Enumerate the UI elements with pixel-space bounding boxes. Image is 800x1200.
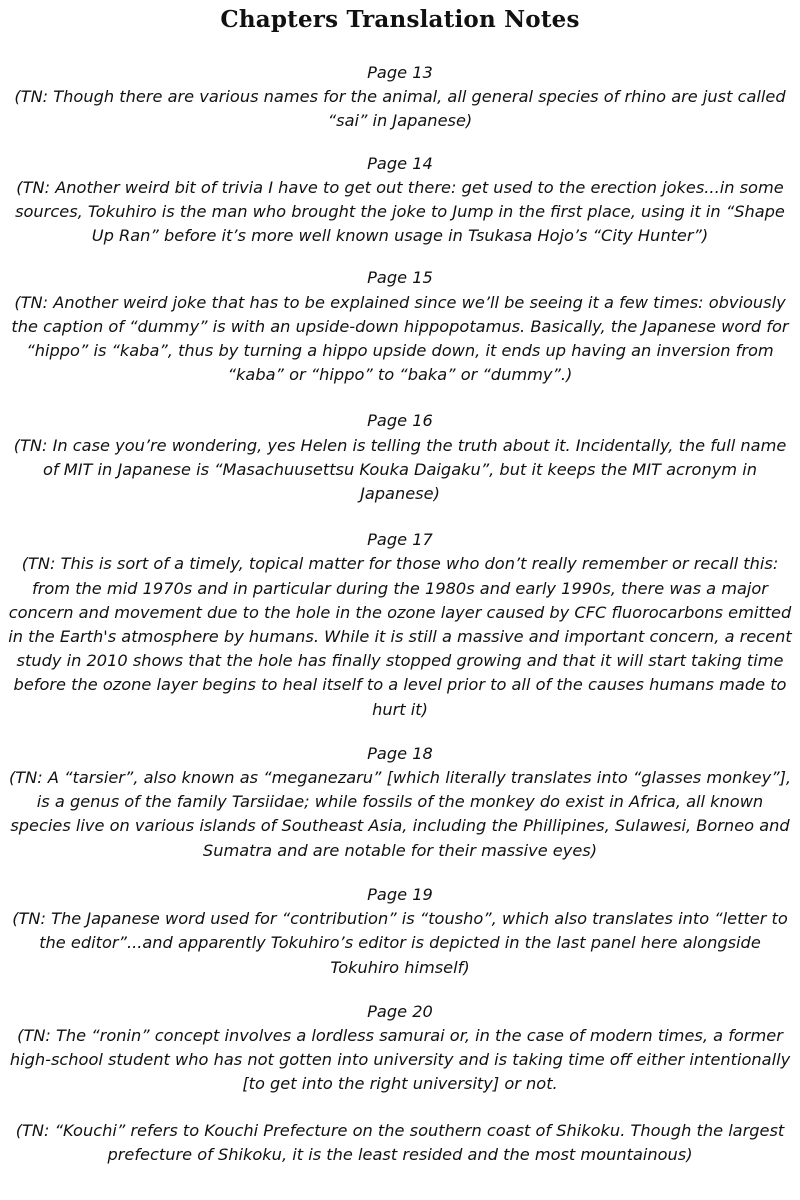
translation-note: (TN: The Japanese word used for “contribution” is “tousho”, which also translates into “letter to the editor”...and apparently Tokuhiro’s editor is depicted in the last panel here alongside Tokuhiro himself) (12, 909, 788, 977)
translation-note: (TN: The “ronin” concept involves a lordless samurai or, in the case of modern times, a former high-school student who has not gotten into university and is taking time off either intentionally [to get into the right university] or not. (9, 1025, 791, 1094)
translation-note: (TN: A “tarsier”, also known as “meganezaru” [which literally translates into “glasses monkey”], is a genus of the family Tarsiidae; while fossils of the monkey do exist in Africa, all known species live on various islands of Southeast Asia, including the Phillipines, Sulawesi, Borneo and Sumatra and are notable for their massive eyes) (8, 768, 792, 860)
document-title: Chapters Translation Notes (220, 6, 580, 33)
page-heading: Page 17 (367, 530, 433, 550)
section-page-16 (8, 409, 792, 506)
section-page-17 (8, 528, 792, 722)
translation-note: (TN: In case you’re wondering, yes Helen is telling the truth about it. Incidentally, the full name of MIT in Japanese is “Masachuusettsu Kouka Daigaku”, but it keeps the MIT acronym in Japanese) (13, 435, 787, 504)
translation-note: (TN: This is sort of a timely, topical matter for those who don’t really remember or recall this: from the mid 1970s and in particular during the 1980s and early 1990s, there was a major concern and movement due to the hole in the ozone layer caused by CFC fluorocarbons emitted in the Earth's atmosphere by humans. While it is still a massive and important concern, a recent study in 2010 shows that the hole has finally stopped growing and that it will start taking time before the ozone layer begins to heal itself to a level prior to all of the causes humans made to hurt it) (8, 554, 792, 719)
section-page-14 (8, 152, 792, 249)
page-heading: Page 15 (367, 268, 433, 288)
section-page-20 (8, 1000, 792, 1167)
page-heading: Page 16 (367, 411, 433, 431)
translation-note: (TN: “Kouchi” refers to Kouchi Prefecture on the southern coast of Shikoku. Though the largest prefecture of Shikoku, it is the least resided and the most mountainous) (15, 1120, 785, 1164)
translation-note: (TN: Another weird joke that has to be explained since we’ll be seeing it a few times: obviously the caption of “dummy” is with an upside-down hippopotamus. Basically, the Japanese word for “hippo” is “kaba”, thus by turning a hippo upside down, it ends up having an inversion from “kaba” or “hippo” to “baka” or “dummy”.) (11, 292, 789, 385)
page-heading: Page 13 (367, 63, 433, 82)
page-heading: Page 14 (367, 153, 433, 173)
section-page-19 (8, 883, 792, 980)
section-page-13 (8, 61, 792, 134)
page-heading: Page 19 (367, 884, 433, 904)
page-heading: Page 18 (367, 743, 433, 763)
page-heading: Page 20 (367, 1001, 433, 1021)
section-page-15 (8, 266, 792, 387)
translation-note: (TN: Though there are various names for the animal, all general species of rhino are just called “sai” in Japanese) (14, 87, 786, 131)
section-page-18 (8, 742, 792, 863)
translation-note: (TN: Another weird bit of trivia I have to get out there: get used to the erection jokes...in some sources, Tokuhiro is the man who brought the joke to Jump in the first place, using it in “Shape Up Ran” before it’s more well known usage in Tsukasa Hojo’s “City Hunter”) (15, 177, 785, 246)
